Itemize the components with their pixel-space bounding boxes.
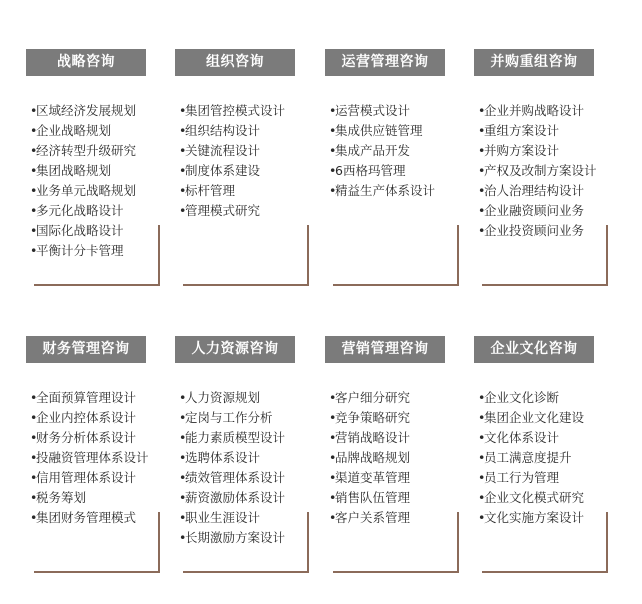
service-item xyxy=(30,241,136,261)
service-item-label: 集成产品开发 xyxy=(335,143,411,158)
service-item xyxy=(478,201,597,221)
bullet-icon: • xyxy=(478,470,486,485)
service-item-label: 多元化战略设计 xyxy=(36,203,124,218)
bullet-icon: • xyxy=(179,510,187,525)
service-item-label: 并购方案设计 xyxy=(484,143,560,158)
category-title: 财务管理咨询 xyxy=(26,336,146,363)
service-item-label: 财务分析体系设计 xyxy=(36,430,137,445)
card-frame-bottom xyxy=(482,571,608,573)
bullet-icon: • xyxy=(179,430,187,445)
service-item-label: 精益生产体系设计 xyxy=(335,183,436,198)
service-item xyxy=(30,121,136,141)
service-item-label: 企业融资顾问业务 xyxy=(484,203,585,218)
bullet-icon: • xyxy=(30,143,38,158)
service-item xyxy=(179,161,285,181)
service-item xyxy=(329,161,435,181)
service-item-label: 定岗与工作分析 xyxy=(185,410,273,425)
service-item xyxy=(30,101,136,121)
bullet-icon: • xyxy=(30,183,38,198)
service-item xyxy=(329,428,410,448)
bullet-icon: • xyxy=(478,163,486,178)
bullet-icon: • xyxy=(329,490,337,505)
service-item xyxy=(30,508,149,528)
category-title: 并购重组咨询 xyxy=(474,49,594,76)
bullet-icon: • xyxy=(30,490,38,505)
bullet-icon: • xyxy=(329,390,337,405)
service-item xyxy=(478,181,597,201)
category-card xyxy=(474,49,608,289)
service-item xyxy=(179,528,285,548)
service-item xyxy=(30,181,136,201)
service-item xyxy=(179,121,285,141)
card-frame-bottom xyxy=(333,284,459,286)
bullet-icon: • xyxy=(329,183,337,198)
bullet-icon: • xyxy=(478,510,486,525)
bullet-icon: • xyxy=(329,470,337,485)
service-item-label: 竞争策略研究 xyxy=(335,410,411,425)
service-item-label: 制度体系建设 xyxy=(185,163,261,178)
category-card xyxy=(175,336,309,576)
service-item-label: 产权及改制方案设计 xyxy=(484,163,597,178)
service-item-label: 组织结构设计 xyxy=(185,123,261,138)
category-card xyxy=(325,49,459,289)
category-title: 战略咨询 xyxy=(26,49,146,76)
bullet-icon: • xyxy=(30,243,38,258)
service-item xyxy=(478,101,597,121)
service-item xyxy=(478,428,584,448)
bullet-icon: • xyxy=(329,103,337,118)
service-list xyxy=(179,388,285,548)
bullet-icon: • xyxy=(478,183,486,198)
service-item xyxy=(478,121,597,141)
bullet-icon: • xyxy=(179,163,187,178)
category-card xyxy=(474,336,608,576)
bullet-icon: • xyxy=(30,163,38,178)
service-item xyxy=(478,468,584,488)
service-item-label: 选聘体系设计 xyxy=(185,450,261,465)
bullet-icon: • xyxy=(329,163,337,178)
service-item-label: 经济转型升级研究 xyxy=(36,143,137,158)
service-item-label: 全面预算管理设计 xyxy=(36,390,137,405)
bullet-icon: • xyxy=(329,510,337,525)
service-item xyxy=(30,428,149,448)
service-item xyxy=(30,408,149,428)
bullet-icon: • xyxy=(329,123,337,138)
bullet-icon: • xyxy=(30,390,38,405)
service-item-label: 重组方案设计 xyxy=(484,123,560,138)
bullet-icon: • xyxy=(30,470,38,485)
service-item-label: 销售队伍管理 xyxy=(335,490,411,505)
service-list xyxy=(329,101,435,201)
bullet-icon: • xyxy=(179,143,187,158)
service-item xyxy=(30,388,149,408)
service-item xyxy=(179,388,285,408)
bullet-icon: • xyxy=(179,530,187,545)
bullet-icon: • xyxy=(478,430,486,445)
service-item-label: 文化实施方案设计 xyxy=(484,510,585,525)
service-item xyxy=(329,101,435,121)
service-item xyxy=(179,201,285,221)
bullet-icon: • xyxy=(30,410,38,425)
service-item xyxy=(179,468,285,488)
category-title: 组织咨询 xyxy=(175,49,295,76)
service-item-label: 客户关系管理 xyxy=(335,510,411,525)
service-item xyxy=(179,408,285,428)
service-item xyxy=(30,161,136,181)
service-item xyxy=(478,388,584,408)
service-item xyxy=(179,141,285,161)
service-item xyxy=(329,388,410,408)
service-item-label: 投融资管理体系设计 xyxy=(36,450,149,465)
bullet-icon: • xyxy=(478,203,486,218)
service-item-label: 文化体系设计 xyxy=(484,430,560,445)
bullet-icon: • xyxy=(329,430,337,445)
service-item-label: 企业战略规划 xyxy=(36,123,112,138)
card-frame-right xyxy=(606,225,608,286)
bullet-icon: • xyxy=(478,490,486,505)
service-item-label: 人力资源规划 xyxy=(185,390,261,405)
service-item-label: 集团企业文化建设 xyxy=(484,410,585,425)
service-item-label: 企业文化模式研究 xyxy=(484,490,585,505)
service-item-label: 品牌战略规划 xyxy=(335,450,411,465)
service-item xyxy=(30,448,149,468)
service-item xyxy=(30,468,149,488)
bullet-icon: • xyxy=(30,123,38,138)
service-item xyxy=(30,201,136,221)
card-frame-right xyxy=(307,512,309,573)
service-item-label: 国际化战略设计 xyxy=(36,223,124,238)
service-item-label: 员工行为管理 xyxy=(484,470,560,485)
category-card xyxy=(325,336,459,576)
service-item xyxy=(179,181,285,201)
service-item-label: 区域经济发展规划 xyxy=(36,103,137,118)
service-item xyxy=(329,408,410,428)
bullet-icon: • xyxy=(478,390,486,405)
service-item xyxy=(329,181,435,201)
bullet-icon: • xyxy=(329,450,337,465)
bullet-icon: • xyxy=(329,410,337,425)
card-frame-bottom xyxy=(333,571,459,573)
service-list xyxy=(30,388,149,528)
bullet-icon: • xyxy=(329,143,337,158)
service-item xyxy=(478,161,597,181)
card-frame-right xyxy=(457,512,459,573)
service-list xyxy=(478,388,584,528)
service-item-label: 绩效管理体系设计 xyxy=(185,470,286,485)
service-item-label: 标杆管理 xyxy=(185,183,236,198)
bullet-icon: • xyxy=(478,143,486,158)
card-frame-right xyxy=(307,225,309,286)
service-item-label: 客户细分研究 xyxy=(335,390,411,405)
bullet-icon: • xyxy=(179,410,187,425)
service-item xyxy=(478,508,584,528)
service-item-label: 营销战略设计 xyxy=(335,430,411,445)
bullet-icon: • xyxy=(478,450,486,465)
service-item xyxy=(329,508,410,528)
service-list xyxy=(30,101,136,261)
service-item xyxy=(179,448,285,468)
service-item xyxy=(329,141,435,161)
category-card xyxy=(175,49,309,289)
service-item xyxy=(30,141,136,161)
bullet-icon: • xyxy=(179,450,187,465)
service-item xyxy=(179,488,285,508)
bullet-icon: • xyxy=(179,203,187,218)
service-item-label: 渠道变革管理 xyxy=(335,470,411,485)
service-item xyxy=(478,221,597,241)
service-item-label: 集成供应链管理 xyxy=(335,123,423,138)
service-list xyxy=(179,101,285,221)
service-item-label: 税务筹划 xyxy=(36,490,87,505)
service-item-label: 能力素质模型设计 xyxy=(185,430,286,445)
service-item-label: 薪资激励体系设计 xyxy=(185,490,286,505)
service-item-label: 治人治理结构设计 xyxy=(484,183,585,198)
service-item xyxy=(179,428,285,448)
service-item xyxy=(478,488,584,508)
service-list xyxy=(329,388,410,528)
service-item-label: 集团管控模式设计 xyxy=(185,103,286,118)
bullet-icon: • xyxy=(179,390,187,405)
bullet-icon: • xyxy=(30,510,38,525)
service-item-label: 员工满意度提升 xyxy=(484,450,572,465)
service-item-label: 企业并购战略设计 xyxy=(484,103,585,118)
service-item-label: 运营模式设计 xyxy=(335,103,411,118)
category-card xyxy=(26,336,160,576)
category-title: 企业文化咨询 xyxy=(474,336,594,363)
service-item-label: 信用管理体系设计 xyxy=(36,470,137,485)
card-frame-bottom xyxy=(34,284,160,286)
bullet-icon: • xyxy=(179,470,187,485)
bullet-icon: • xyxy=(478,410,486,425)
service-item-label: 企业文化诊断 xyxy=(484,390,560,405)
card-frame-bottom xyxy=(482,284,608,286)
category-title: 运营管理咨询 xyxy=(325,49,445,76)
service-item-label: 长期激励方案设计 xyxy=(185,530,286,545)
card-frame-right xyxy=(158,225,160,286)
service-item-label: 业务单元战略规划 xyxy=(36,183,137,198)
card-frame-right xyxy=(158,512,160,573)
service-item-label: 管理模式研究 xyxy=(185,203,261,218)
card-frame-bottom xyxy=(183,284,309,286)
service-list xyxy=(478,101,597,241)
bullet-icon: • xyxy=(179,103,187,118)
service-item xyxy=(478,448,584,468)
service-item xyxy=(179,508,285,528)
service-item-label: 平衡计分卡管理 xyxy=(36,243,124,258)
bullet-icon: • xyxy=(30,450,38,465)
bullet-icon: • xyxy=(478,123,486,138)
card-frame-bottom xyxy=(183,571,309,573)
bullet-icon: • xyxy=(179,183,187,198)
service-item-label: 职业生涯设计 xyxy=(185,510,261,525)
bullet-icon: • xyxy=(30,203,38,218)
service-item xyxy=(478,408,584,428)
service-item-label: 6西格玛管理 xyxy=(335,163,406,178)
bullet-icon: • xyxy=(30,103,38,118)
service-item-label: 企业投资顾问业务 xyxy=(484,223,585,238)
bullet-icon: • xyxy=(478,103,486,118)
service-item xyxy=(478,141,597,161)
service-item-label: 企业内控体系设计 xyxy=(36,410,137,425)
category-card xyxy=(26,49,160,289)
bullet-icon: • xyxy=(179,123,187,138)
card-frame-right xyxy=(606,512,608,573)
service-item xyxy=(329,448,410,468)
category-title: 人力资源咨询 xyxy=(175,336,295,363)
bullet-icon: • xyxy=(30,223,38,238)
service-item xyxy=(30,488,149,508)
category-title: 营销管理咨询 xyxy=(325,336,445,363)
bullet-icon: • xyxy=(478,223,486,238)
service-item xyxy=(179,101,285,121)
service-item-label: 关键流程设计 xyxy=(185,143,261,158)
service-item-label: 集团战略规划 xyxy=(36,163,112,178)
bullet-icon: • xyxy=(30,430,38,445)
card-frame-bottom xyxy=(34,571,160,573)
service-item-label: 集团财务管理模式 xyxy=(36,510,137,525)
service-item xyxy=(329,121,435,141)
service-item xyxy=(30,221,136,241)
bullet-icon: • xyxy=(179,490,187,505)
service-item xyxy=(329,488,410,508)
service-item xyxy=(329,468,410,488)
card-frame-right xyxy=(457,225,459,286)
